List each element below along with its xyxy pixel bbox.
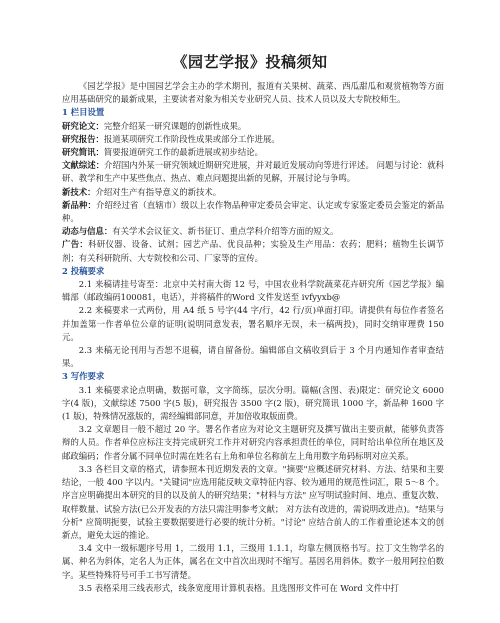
column-item-text: 有关学术会议征文、新书征订、重点学科介绍等方面的短文。: [112, 226, 339, 237]
column-item-term: 广告：: [62, 239, 89, 250]
column-item-term: 动态与信息：: [62, 226, 113, 237]
writing-paragraph: 3.2 文章题目一般不超过 20 字。署名作者应为对论文主题研究及撰写做出主要贡献，能够负责答辩的人员。作者单位应标注支持完成研究工作并对研究内容承担责任的单位，同时给出单位所在地区及邮政编码；作者分属不同单位时需在姓名右上角和单位名称前左上角用数字角码标明对应关系。: [62, 424, 444, 461]
column-item-term: 研究论文：: [62, 120, 104, 131]
column-item-term: 研究报告：: [62, 133, 104, 144]
column-item: [62, 238, 444, 264]
intro-paragraph: 《园艺学报》是中国园艺学会主办的学术期刊，报道有关果树、蔬菜、西瓜甜瓜和观赏植物等方面应用基础研究的最新成果，主要读者对象为相关专业研究人员、技术人员以及大专院校师生。: [62, 81, 444, 105]
column-item: [62, 133, 444, 146]
document-body: [62, 80, 444, 595]
section-heading-writing: 3 写作要求: [62, 371, 105, 382]
column-item-text: 报道某项研究工作阶段性成果或部分工作进展。: [103, 133, 280, 144]
column-item: [62, 159, 444, 185]
column-item-term: 新技术：: [62, 186, 96, 197]
writing-paragraph: 3.1 来稿要求论点明确，数据可靠，文字简练，层次分明。篇幅(含图、表)限定：研究论文 6000 字(4 版)，文献综述 7500 字(5 版)，研究报告 3500 字(2 版)，研究简讯 1000 字，新品种 1600 字(1 版)，特殊情况涨版的，需经编辑部同意，并加倍收取版面费。: [62, 384, 444, 422]
column-item-text: 介绍国内外某一研究领域近期研究进展，并对最近发展动向等进行评述。 问题与讨论：就科研、教学和生产中某些焦点、热点、难点问题提出新的见解，开展讨论与争鸣。: [62, 160, 444, 184]
page-title: 《园艺学报》投稿须知: [172, 53, 328, 71]
submission-paragraph: 2.2 来稿要求一式两份，用 A4 纸 5 号字(44 字/行，42 行/页)单面打印。请提供有每位作者签名并加盖第一作者单位公章的证明(说明同意发表，署名顺序无误，未一稿两投)，同时交纳审理费 150 元。: [62, 305, 444, 342]
column-item-term: 新品种：: [62, 199, 96, 210]
column-item-text: 简要报道研究工作的最新进展或初步结论。: [103, 147, 263, 158]
column-item-text: 完整介绍某一研究课题的创新性成果。: [103, 120, 247, 131]
column-item: [62, 199, 444, 225]
section-heading-submission: 2 投稿要求: [62, 265, 105, 276]
submission-paragraph: 2.3 来稿无论刊用与否恕不退稿，请自留备份。编辑部自文稿收到后于 3 个月内通知作者审查结果。: [62, 345, 444, 369]
writing-paragraph: 3.5 表格采用三线表形式，线条宽度用计算机表格。且选图形文件可在 Word 文件中打: [78, 582, 399, 593]
writing-paragraph: 3.4 文中一级标题序号用 1，二级用 1.1，三级用 1.1.1，均靠左侧顶格书写。拉丁文生物学名的属、种名为斜体，定名人为正体，属名在文中首次出现时不缩写。基因名用斜体。数字一般用阿拉伯数字。某些特殊符号可手工书写清楚。: [62, 543, 444, 580]
submission-paragraph: 2.1 来稿请挂号寄至：北京中关村南大街 12 号，中国农业科学院蔬菜花卉研究所《园艺学报》编辑部（邮政编码100081，电话），并将稿件的Word 文件发送至 ivfyyxb@: [62, 279, 444, 303]
column-item: [62, 146, 444, 159]
section-heading-columns: 1 栏目设置: [62, 107, 105, 118]
column-item-text: 科研仪器、设备、试剂；园艺产品、优良品种；实验及生产用品：农药；肥料；植物生长调节剂；有关科研院所、大专院校和公司、厂家等的宣传。: [62, 239, 445, 263]
column-item-text: 介绍经过省（直辖市）级以上农作物品种审定委员会审定、认定或专家鉴定委员会鉴定的新品种。: [62, 199, 444, 224]
column-item: [62, 225, 444, 238]
column-item-term: 文献综述：: [62, 160, 105, 171]
column-item-text: 介绍对生产有指导意义的新技术。: [95, 186, 222, 197]
column-item-term: 研究简讯：: [62, 147, 104, 158]
writing-paragraph: 3.3 各栏目文章的格式，请参照本刊近期发表的文章。"摘要"应概述研究材料、方法、结果和主要结论，一般 400 字以内。"关键词"应选用能反映文章特征内容、较为通用的规范性词汇，限 5～8 个。序言应明确提出本研究的目的以及前人的研究结果；"材料与方法" 应写明试验时间、地点、重复次数、取样数量、试验方法(已公开发表的方法只需注明参考文献； 对方法有改进的，需说明改进点)。"结果与分析" 应简明扼要，试验主要数据要进行必要的统计分析。"讨论" 应结合前人的工作着重论述本文的创新点，避免太远的推论。: [62, 463, 444, 540]
column-item: [62, 186, 444, 199]
column-item: [62, 120, 444, 133]
